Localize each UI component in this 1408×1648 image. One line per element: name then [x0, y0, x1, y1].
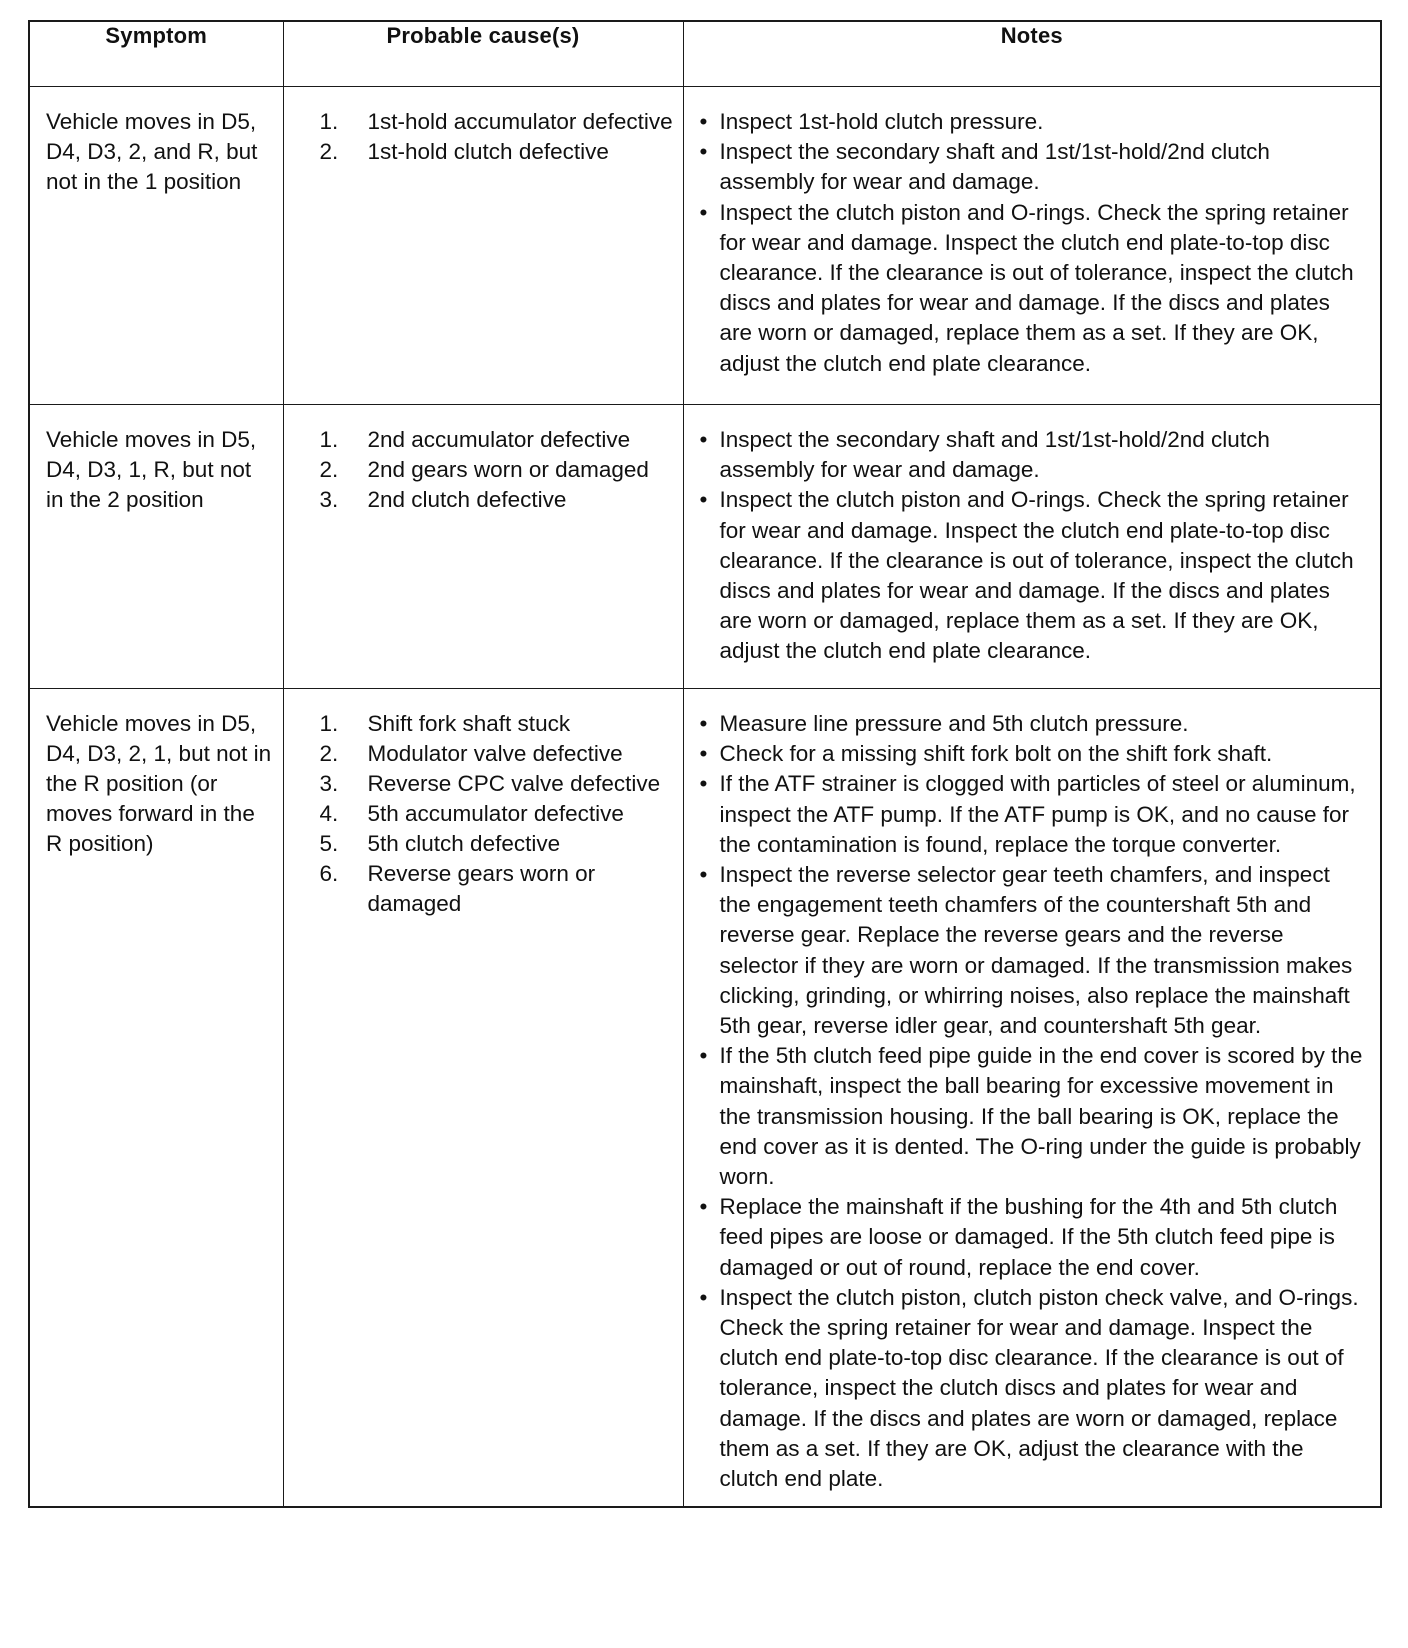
notes-cell [683, 405, 1381, 689]
bullet-icon: • [699, 1284, 708, 1310]
header-symptom: Symptom [29, 21, 283, 87]
bullet-icon: • [699, 741, 708, 767]
notes-cell [683, 689, 1381, 1508]
note-item: • If the ATF strainer is clogged with particles of steel or aluminum, inspect the ATF pump. If the ATF pump is OK, and no cause for the contamination is found, replace the torque converter. [699, 771, 1356, 857]
cause-item: 3. Reverse CPC valve defective [319, 771, 661, 796]
notes-cell [683, 87, 1381, 405]
bullet-icon: • [699, 862, 708, 888]
cause-list [320, 425, 675, 515]
cause-item: 4. 5th accumulator defective [319, 801, 624, 826]
table-row [29, 405, 1381, 689]
cause-item: 5. 5th clutch defective [319, 831, 561, 856]
note-item: • Inspect the secondary shaft and 1st/1st-hold/2nd clutch assembly for wear and damage. [699, 427, 1270, 483]
note-item: • Inspect the secondary shaft and 1st/1st-hold/2nd clutch assembly for wear and damage. [699, 139, 1270, 195]
cause-cell [283, 87, 683, 405]
bullet-icon: • [699, 487, 708, 513]
table-row [29, 87, 1381, 405]
table-body [29, 87, 1381, 1508]
cause-item: 1. 2nd accumulator defective [319, 427, 631, 452]
bullet-icon: • [699, 199, 708, 225]
note-item: • Measure line pressure and 5th clutch pressure. [698, 709, 1367, 739]
bullet-icon: • [699, 711, 708, 736]
cause-list [320, 709, 675, 919]
table-row [29, 689, 1381, 1508]
cause-item: 2. 1st-hold clutch defective [319, 139, 609, 164]
bullet-icon: • [699, 1043, 708, 1069]
bullet-icon: • [699, 427, 708, 452]
bullet-icon: • [699, 1194, 708, 1220]
notes-list [698, 107, 1367, 379]
note-item: • If the 5th clutch feed pipe guide in the end cover is scored by the mainshaft, inspect the ball bearing for excessive movement in the transmission housing. If the ball bearing is OK, replace the end cover as it is dented. The O-ring under the guide is probably worn. [699, 1043, 1363, 1190]
header-notes: Notes [683, 21, 1381, 87]
cause-item: 3. 2nd clutch defective [319, 487, 567, 512]
note-item: • Inspect 1st-hold clutch pressure. [698, 107, 1367, 137]
cause-cell [283, 689, 683, 1508]
cause-item: 2. Modulator valve defective [319, 741, 623, 766]
note-item: • Check for a missing shift fork bolt on the shift fork shaft. [698, 739, 1367, 769]
header-probable-cause: Probable cause(s) [283, 21, 683, 87]
note-item: • Replace the mainshaft if the bushing for the 4th and 5th clutch feed pipes are loose or damaged. If the 5th clutch feed pipe is damaged or out of round, replace the end cover. [699, 1194, 1338, 1280]
note-item: • Inspect the clutch piston and O-rings. Check the spring retainer for wear and damage. Inspect the clutch end plate-to-top disc clearance. If the clearance is out of tolerance, inspect the clutch discs and plates for wear and damage. If the discs and plates are worn or damaged, replace them as a set. If they are OK, adjust the clutch end plate clearance. [699, 487, 1354, 664]
document-page [28, 20, 1380, 1508]
cause-item: 1. 1st-hold accumulator defective [319, 109, 673, 134]
note-item: • Inspect the reverse selector gear teeth chamfers, and inspect the engagement teeth chamfers of the countershaft 5th and reverse gear. Replace the reverse gears and the reverse selector if they are worn or damaged. If the transmission makes clicking, grinding, or whirring noises, also replace the mainshaft 5th gear, reverse idler gear, and countershaft 5th gear. [699, 862, 1353, 1039]
notes-list [698, 709, 1367, 1494]
cause-item: 1. Shift fork shaft stuck [319, 711, 571, 736]
note-item: • Inspect the clutch piston and O-rings. Check the spring retainer for wear and damage. Inspect the clutch end plate-to-top disc clearance. If the clearance is out of tolerance, inspect the clutch discs and plates for wear and damage. If the discs and plates are worn or damaged, replace them as a set. If they are OK, adjust the clutch end plate clearance. [699, 199, 1354, 376]
bullet-icon: • [699, 771, 708, 797]
cause-list [320, 107, 675, 167]
symptom-cell: Vehicle moves in D5, D4, D3, 2, and R, but not in the 1 position [29, 87, 283, 405]
symptom-cell: Vehicle moves in D5, D4, D3, 1, R, but not in the 2 position [29, 405, 283, 689]
cause-item: 2. 2nd gears worn or damaged [319, 457, 649, 482]
cause-item: 6. Reverse gears worn or damaged [319, 861, 596, 916]
note-item: • Inspect the clutch piston, clutch piston check valve, and O-rings. Check the spring retainer for wear and damage. Inspect the clutch end plate-to-top disc clearance. If the clearance is out of tolerance, inspect the clutch discs and plates for wear and damage. If the discs and plates are worn or damaged, replace them as a set. If they are OK, adjust the clearance with the clutch end plate. [699, 1284, 1359, 1492]
table-header [29, 21, 1381, 87]
symptom-cell: Vehicle moves in D5, D4, D3, 2, 1, but not in the R position (or moves forward in the R position) [29, 689, 283, 1508]
bullet-icon: • [699, 139, 708, 165]
notes-list [698, 425, 1367, 667]
troubleshooting-table [28, 20, 1382, 1508]
cause-cell [283, 405, 683, 689]
bullet-icon: • [699, 109, 708, 134]
